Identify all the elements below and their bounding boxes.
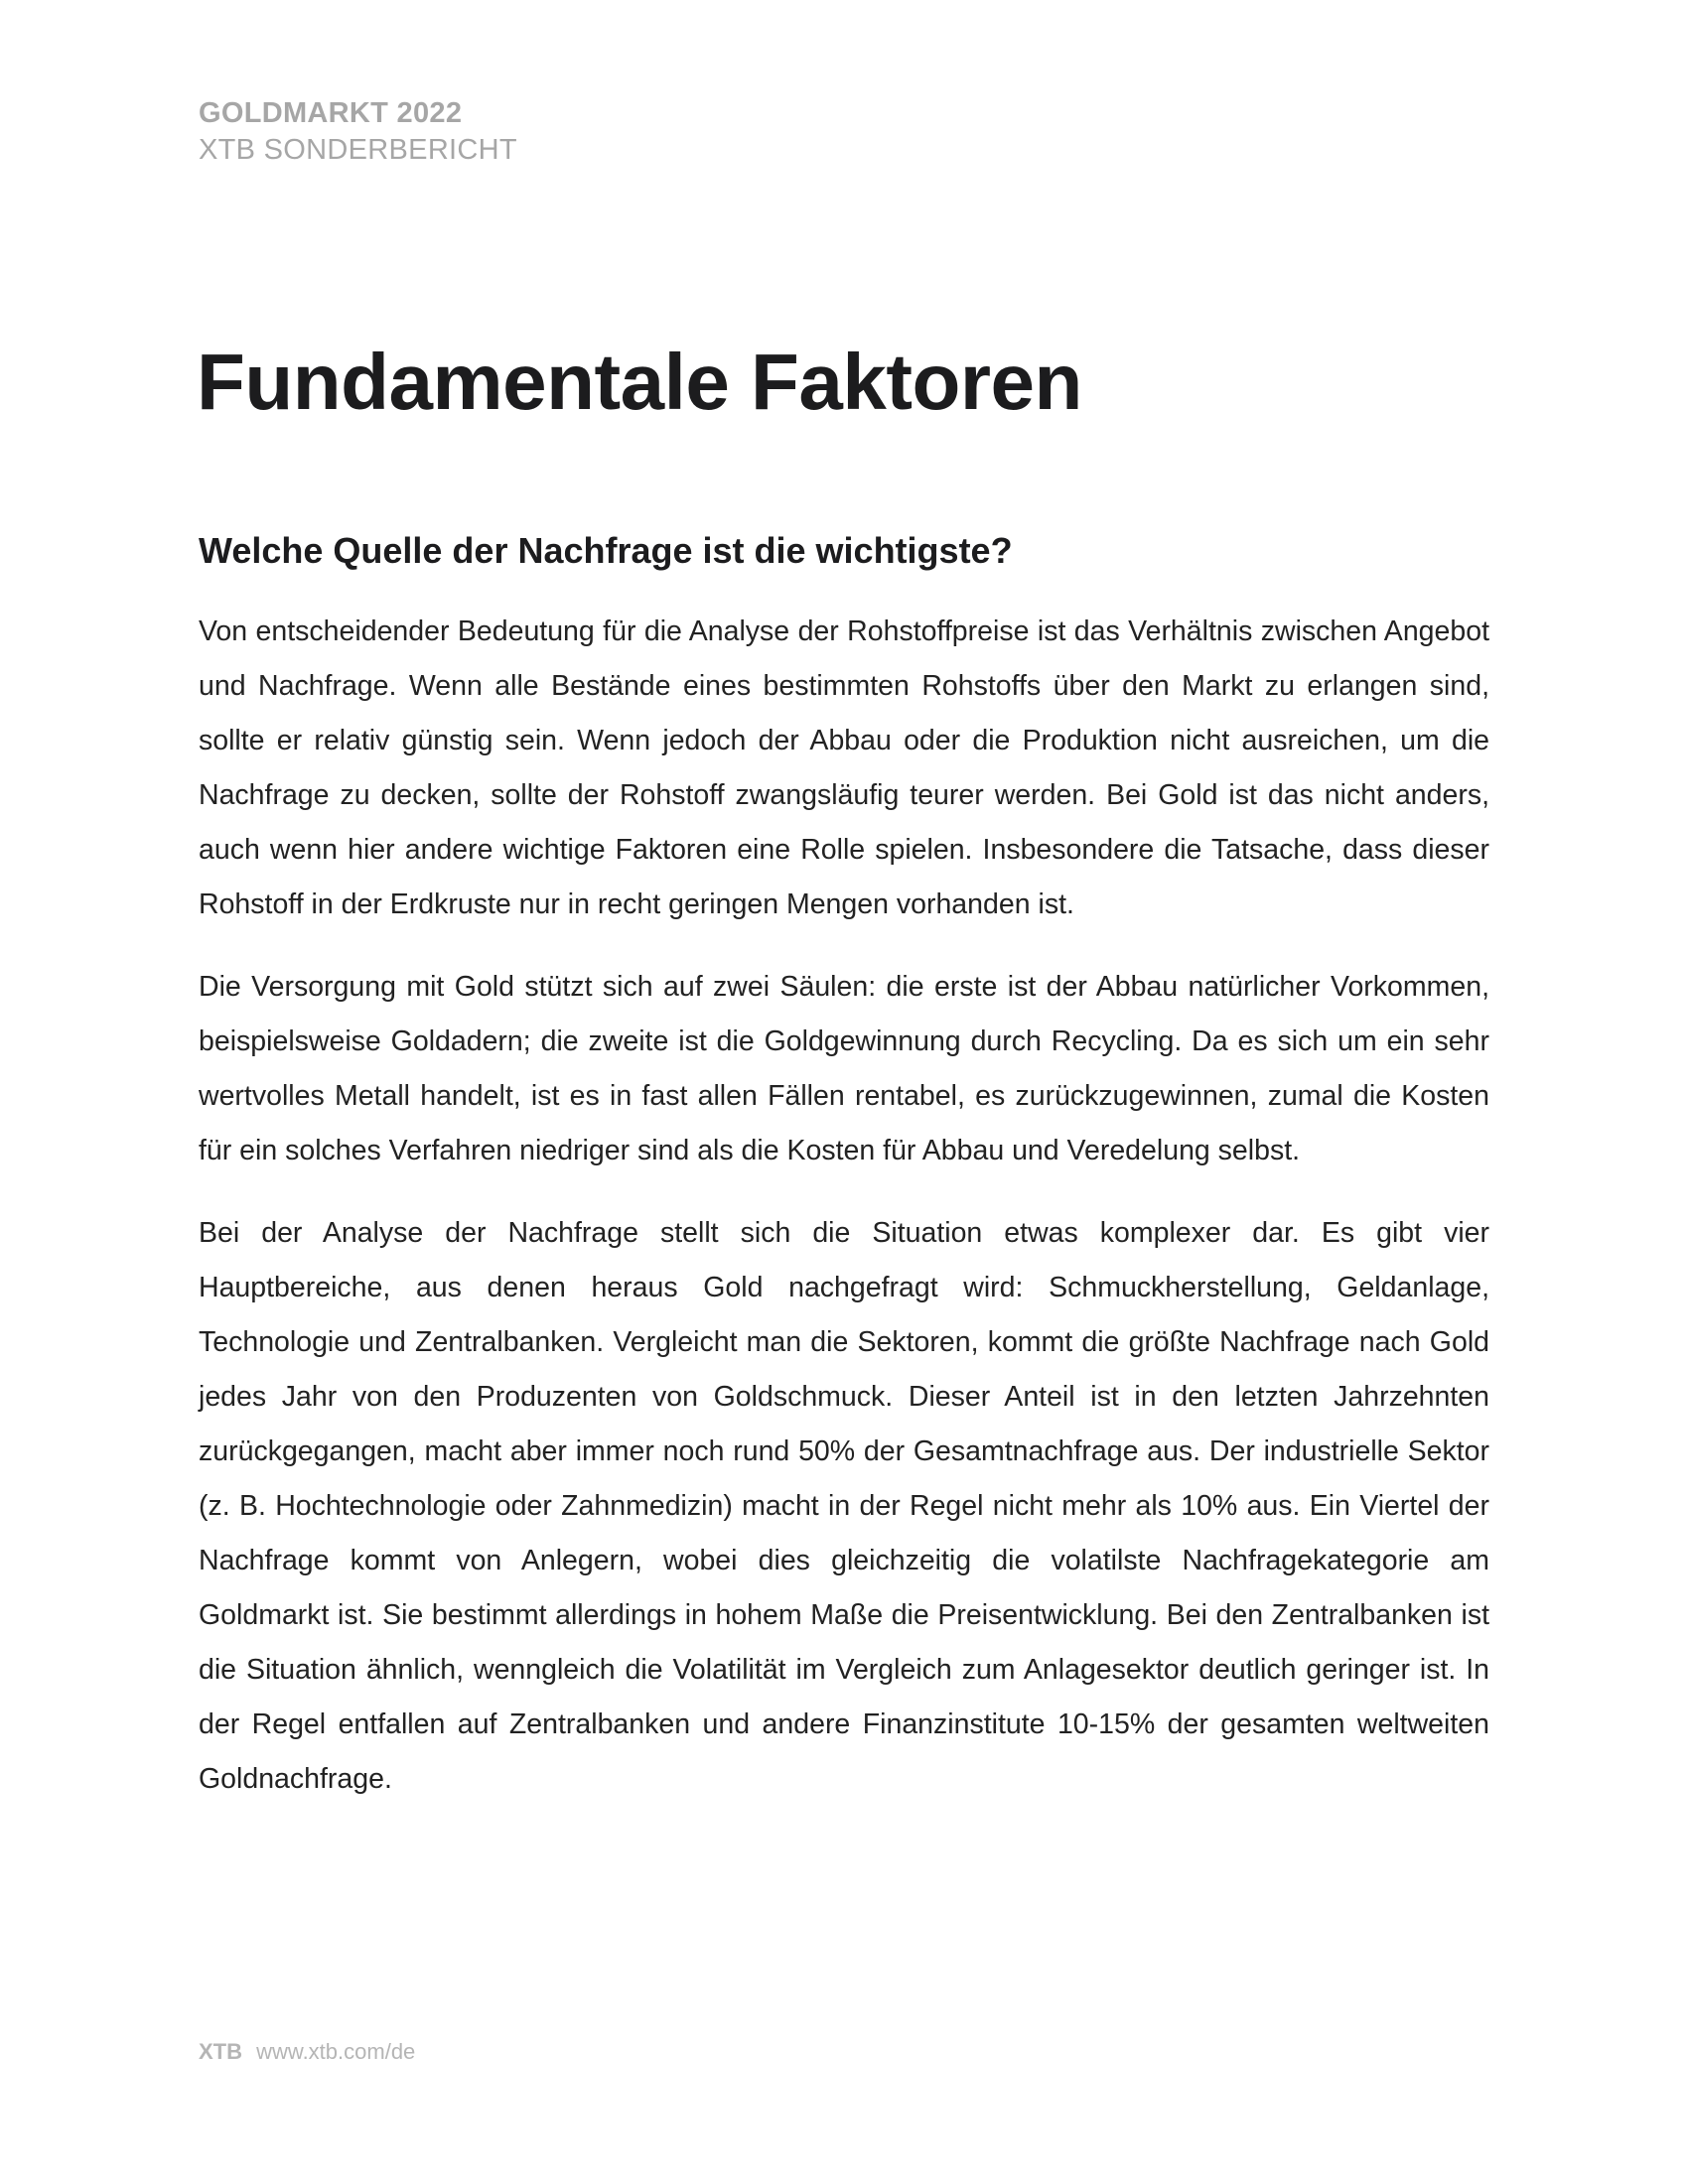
page-header [199,95,993,169]
report-title: GOLDMARKT 2022 [199,97,463,129]
report-subtitle: XTB SONDERBERICHT [199,134,517,166]
paragraph: Bei der Analyse der Nachfrage stellt sich die Situation etwas komplexer dar. Es gibt vier Hauptbereiche, aus denen heraus Gold nachgefragt wird: Schmuckherstellung, Geldanlage, Technologie und Zentralbanken. Vergleicht man die Sektoren, kommt die größte Nachfrage nach Gold jedes Jahr von den Produzenten von Goldschmuck. Dieser Anteil ist in den letzten Jahrzehnten zurückgegangen, macht aber immer noch rund 50% der Gesamtnachfrage aus. Der industrielle Sektor (z. B. Hochtechnologie oder Zahnmedizin) macht in der Regel nicht mehr als 10% aus. Ein Viertel der Nachfrage kommt von Anlegern, wobei dies gleichzeitig die volatilste Nachfragekategorie am Goldmarkt ist. Sie bestimmt allerdings in hohem Maße die Preisentwicklung. Bei den Zentralbanken ist die Situation ähnlich, wenngleich die Volatilität im Vergleich zum Anlagesektor deutlich geringer ist. In der Regel entfallen auf Zentralbanken und andere Finanzinstitute 10-15% der gesamten weltweiten Goldnachfrage. [199,1217,1489,1795]
footer-brand: XTB [199,2039,242,2064]
footer-url[interactable]: www.xtb.com/de [256,2039,416,2064]
page-title: Fundamentale Faktoren [197,338,1082,426]
body-text [199,605,1489,1835]
paragraph: Von entscheidender Bedeutung für die Analyse der Rohstoffpreise ist das Verhältnis zwischen Angebot und Nachfrage. Wenn alle Bestände eines bestimmten Rohstoffs über den Markt zu erlangen sind, sollte er relativ günstig sein. Wenn jedoch der Abbau oder die Produktion nicht ausreichen, um die Nachfrage zu decken, sollte der Rohstoff zwangsläufig teurer werden. Bei Gold ist das nicht anders, auch wenn hier andere wichtige Faktoren eine Rolle spielen. Insbesondere die Tatsache, dass dieser Rohstoff in der Erdkruste nur in recht geringen Mengen vorhanden ist. [199,615,1489,920]
page-footer [199,2037,415,2067]
paragraph: Die Versorgung mit Gold stützt sich auf zwei Säulen: die erste ist der Abbau natürlicher Vorkommen, beispielsweise Goldadern; die zweite ist die Goldgewinnung durch Recycling. Da es sich um ein sehr wertvolles Metall handelt, ist es in fast allen Fällen rentabel, es zurückzugewinnen, zumal die Kosten für ein solches Verfahren niedriger sind als die Kosten für Abbau und Veredelung selbst. [199,971,1489,1166]
section-heading: Welche Quelle der Nachfrage ist die wichtigste? [199,530,1013,571]
